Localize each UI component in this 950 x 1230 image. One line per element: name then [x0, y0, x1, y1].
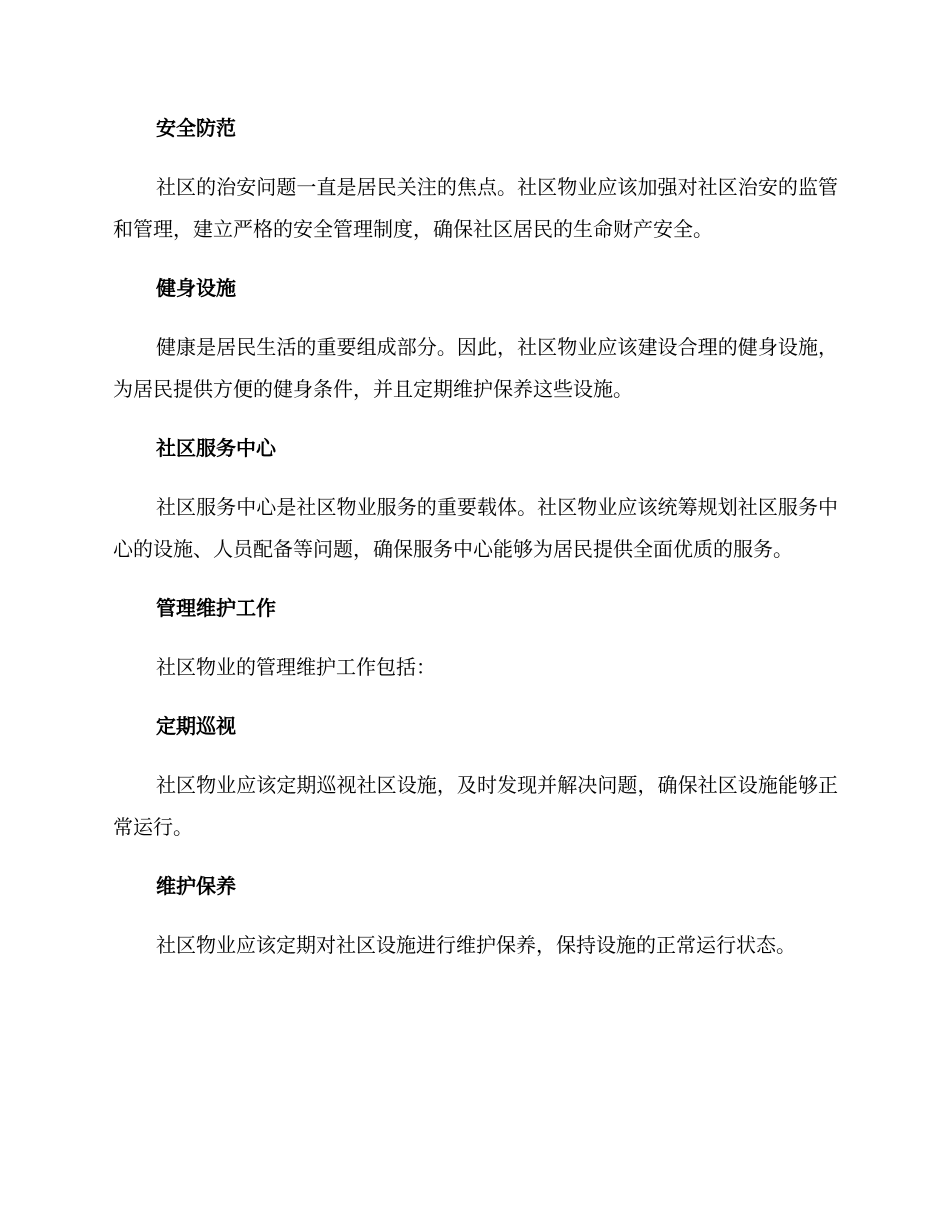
document-body [113, 104, 838, 980]
section-body-inspection: 社区物业应该定期巡视社区设施，及时发现并解决问题，确保社区设施能够正常运行。 [113, 773, 838, 839]
section-heading-service-center: 社区服务中心 [156, 436, 276, 460]
section-body-maintenance-work: 社区物业的管理维护工作包括： [156, 655, 436, 679]
section-heading-security: 安全防范 [156, 116, 236, 140]
section-heading-inspection: 定期巡视 [156, 714, 236, 738]
section-body-service-center: 社区服务中心是社区物业服务的重要载体。社区物业应该统筹规划社区服务中心的设施、人员配备等问题，确保服务中心能够为居民提供全面优质的服务。 [113, 495, 838, 561]
section-heading-upkeep: 维护保养 [156, 874, 236, 898]
section-body-upkeep: 社区物业应该定期对社区设施进行维护保养，保持设施的正常运行状态。 [156, 933, 796, 957]
section-heading-maintenance-work: 管理维护工作 [156, 596, 276, 620]
section-body-security: 社区的治安问题一直是居民关注的焦点。社区物业应该加强对社区治安的监管和管理，建立严格的安全管理制度，确保社区居民的生命财产安全。 [113, 175, 838, 241]
section-body-fitness: 健康是居民生活的重要组成部分。因此，社区物业应该建设合理的健身设施，为居民提供方便的健身条件，并且定期维护保养这些设施。 [113, 335, 838, 401]
section-heading-fitness: 健身设施 [156, 276, 236, 300]
